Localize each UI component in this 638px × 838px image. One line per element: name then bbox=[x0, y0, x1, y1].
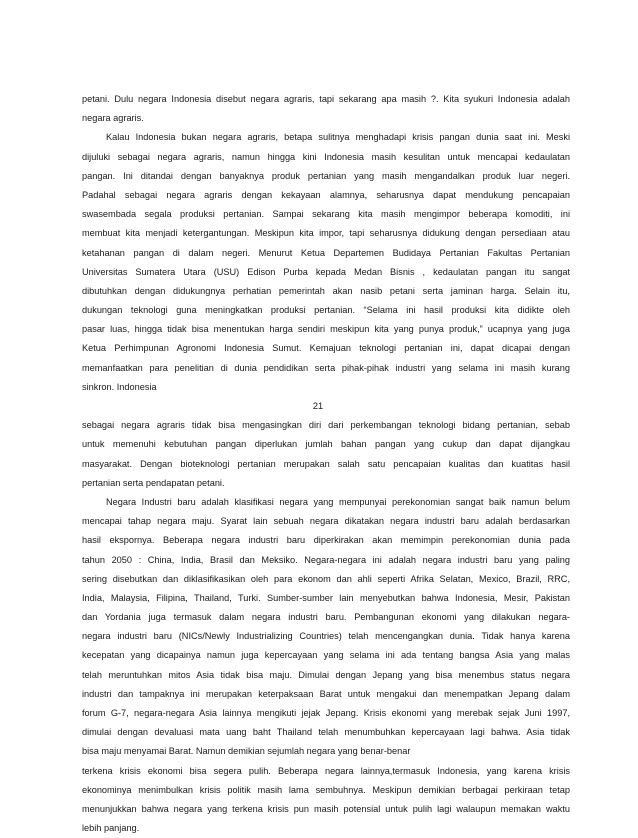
text-line: swasembada segala produksi pertanian. Sampai sekarang kita masih mengimpor beberapa komoditi, ini bbox=[82, 209, 570, 220]
text-line: lebih panjang. bbox=[82, 823, 140, 834]
text-line: Kalau Indonesia bukan negara agraris, betapa sulitnya menghadapi krisis pangan dunia saat ini. Meski bbox=[106, 132, 570, 143]
text-line: Negara Industri baru adalah klasifikasi negara yang mempunyai perekonomian sangat baik namun belum bbox=[106, 496, 570, 507]
text-line: industri dan tampaknya ini merupakan keterpaksaan Barat untuk mengakui dan menempatkan Jepang dalam bbox=[82, 688, 570, 699]
text-line: dukungan teknologi guna meningkatkan produksi pertanian. “Selama ini hasil produksi kita didikte oleh bbox=[82, 305, 570, 316]
page-number: 21 bbox=[312, 401, 324, 411]
text-line: Universitas Sumatera Utara (USU) Edison Purba kepada Medan Bisnis , kedaulatan pangan itu sangat bbox=[82, 266, 570, 277]
text-line: sinkron. Indonesia bbox=[82, 381, 157, 392]
text-line: memanfaatkan para penelitian di dunia pendidikan serta pihak-pihak industri yang selama ini masih kurang bbox=[82, 362, 570, 373]
text-line: hasil ekspornya. Beberapa negara industri baru diperkirakan akan memimpin perekonomian dunia pada bbox=[82, 535, 570, 546]
text-line: ketahanan pangan di dalam negeri. Menurut Ketua Departemen Budidaya Pertanian Fakultas Pertanian bbox=[82, 247, 570, 258]
text-line: India, Malaysia, Filipina, Thailand, Turki. Sumber-sumber lain menyebutkan bahwa Indonesia, Mesir, Pakistan bbox=[82, 592, 570, 603]
text-line: menunjukkan bahwa negara yang terkena krisis pun masih potensial untuk pulih lagi walaupun memakan waktu bbox=[82, 803, 570, 814]
text-line: dijuluki sebagai negara agraris, namun hingga kini Indonesia masih kesulitan untuk mencapai kedaulatan bbox=[82, 151, 570, 162]
text-line: terkena krisis ekonomi bisa segera pulih. Beberapa negara lainnya,termasuk Indonesia, yang karena krisis bbox=[82, 765, 570, 776]
text-line: dimulai dengan devaluasi mata uang baht Thailand telah menumbuhkan kepercayaan lagi bahwa. Asia tidak bbox=[82, 727, 570, 738]
text-line: mencapai tahap negara maju. Syarat lain sebuah negara dikatakan negara industri baru adalah berdasarkan bbox=[82, 516, 570, 527]
text-line: sering disebutkan dan diklasifikasikan oleh para ekonom dan ahli seperti Afrika Selatan, Mexico, Brazil, RRC, bbox=[82, 573, 570, 584]
text-line: pertanian serta pendapatan petani. bbox=[82, 477, 225, 488]
text-line: forum G-7, negara-negara Asia lainnya mengikuti jejak Jepang. Krisis ekonomi yang merebak sejak Juni 1997, bbox=[82, 708, 570, 718]
text-line: negara industri baru (NICs/Newly Industrializing Countries) telah mencengangkan dunia. Tidak hanya karena bbox=[82, 631, 570, 642]
text-line: tahun 2050 : China, India, Brasil dan Meksiko. Negara-negara ini adalah negara industri baru yang paling bbox=[82, 554, 570, 565]
text-line: Padahal sebagai negara agraris dengan kekayaan alamnya, seharusnya dapat mendukung pencapaian bbox=[82, 189, 570, 200]
text-line: dibutuhkan dengan didukungnya perhatian pemerintah akan nasib petani serta jaminan harga. Selain itu, bbox=[82, 285, 570, 296]
text-line: dan Yordania juga termasuk dalam negara industri baru. Pembangunan ekonomi yang dilakukan negara- bbox=[82, 612, 570, 623]
text-line: bisa maju menyamai Barat. Namun demikian sejumlah negara yang benar-benar bbox=[82, 746, 411, 757]
text-line: negara agraris. bbox=[82, 113, 144, 124]
text-line: Ketua Perhimpunan Agronomi Indonesia Sumut. Kemajuan teknologi pertanian ini, dapat dicapai dengan bbox=[82, 343, 570, 354]
text-line: ekonominya menimbulkan krisis politik masih lama sembuhnya. Meskipun demikian berbagai perkiraan tetap bbox=[82, 784, 570, 795]
paragraph-block-1 bbox=[82, 90, 570, 397]
document-page bbox=[82, 90, 570, 838]
text-line: pangan. Ini ditandai dengan banyaknya produk pertanian yang masih mengandalkan produk luar negeri. bbox=[82, 170, 570, 181]
text-line: membuat kita menjadi ketergantungan. Meskipun kita impor, tapi seharusnya didukung dengan persediaan atau bbox=[82, 228, 570, 239]
text-line: pasar luas, hingga tidak bisa menentukan harga sendiri meskipun kita yang punya produk,” ucapnya yang juga bbox=[82, 324, 570, 335]
text-line: kecepatan yang dicapainya namun juga kepercayaan yang selama ini ada tentang bangsa Asia yang malas bbox=[82, 650, 570, 661]
text-line: petani. Dulu negara Indonesia disebut negara agraris, tapi sekarang apa masih ?. Kita syukuri Indonesia adalah bbox=[82, 94, 570, 104]
text-line: masyarakat. Dengan bioteknologi pertanian merupakan salah satu pencapaian kualitas dan kuatitas hasil bbox=[82, 458, 570, 469]
text-line: sebagai negara agraris tidak bisa mengasingkan diri dari perkembangan teknologi bidang pertanian, sebab bbox=[82, 420, 570, 431]
paragraph-block-2 bbox=[82, 416, 570, 838]
text-line: untuk memenuhi kebutuhan pangan diperlukan jumlah bahan pangan yang cukup dan dapat dijangkau bbox=[82, 439, 570, 450]
text-line: telah meruntuhkan mitos Asia tidak bisa maju. Dimulai dengan Jepang yang bisa menembus status negara bbox=[82, 669, 570, 680]
